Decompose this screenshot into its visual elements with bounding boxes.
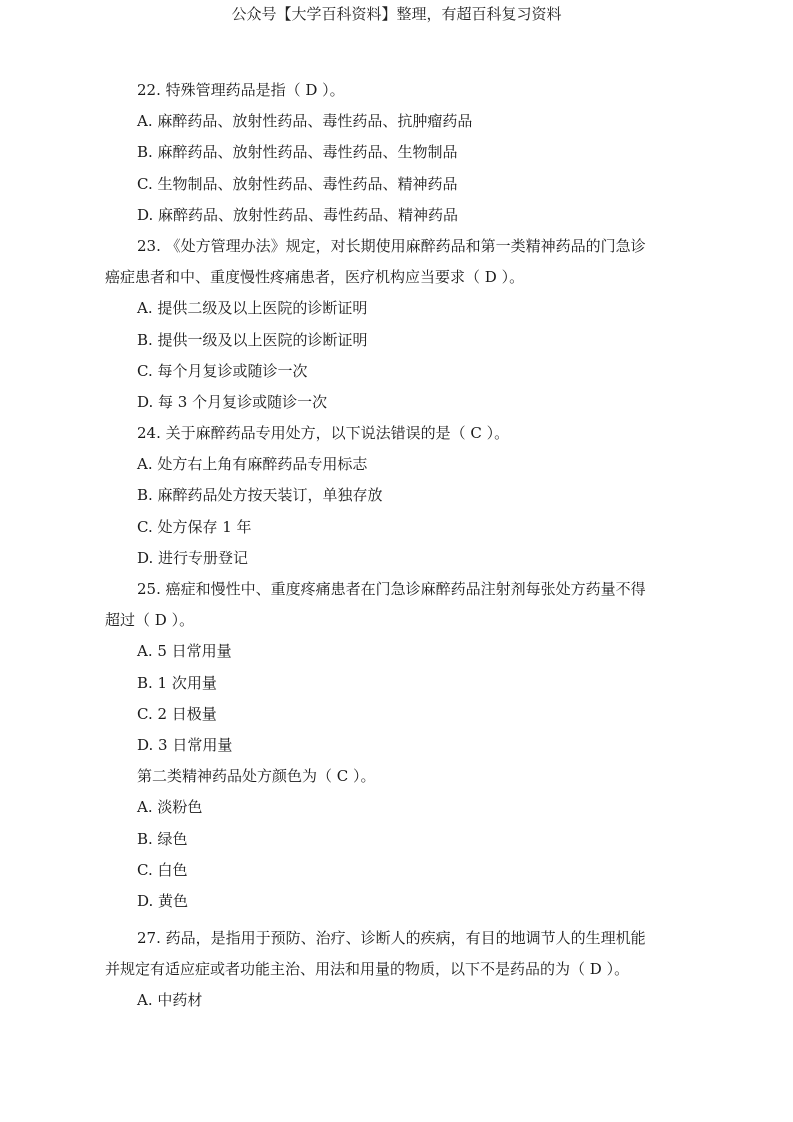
question-26-option-d: D. 黄色: [137, 891, 189, 910]
question-24: 24. 关于麻醉药品专用处方，以下说法错误的是（ C ）。: [137, 424, 510, 443]
question-27-continued: 并规定有适应症或者功能主治、用法和用量的物质，以下不是药品的为（ D ）。: [105, 960, 630, 979]
question-26: 第二类精神药品处方颜色为（ C ）。: [137, 767, 376, 786]
document-body: [105, 75, 685, 1017]
question-23-option-a: A. 提供二级及以上医院的诊断证明: [137, 299, 368, 318]
question-24-option-a: A. 处方右上角有麻醉药品专用标志: [137, 455, 368, 474]
question-23-continued: 癌症患者和中、重度慢性疼痛患者，医疗机构应当要求（ D ）。: [105, 268, 525, 287]
question-25-option-b: B. 1 次用量: [137, 673, 217, 692]
question-25-option-a: A. 5 日常用量: [137, 642, 232, 661]
question-27: 27. 药品，是指用于预防、治疗、诊断人的疾病，有目的地调节人的生理机能: [137, 929, 646, 948]
question-22-option-c: C. 生物制品、放射性药品、毒性药品、精神药品: [137, 174, 458, 193]
question-24-option-d: D. 进行专册登记: [137, 548, 249, 567]
question-22: 22. 特殊管理药品是指（ D ）。: [137, 81, 345, 99]
question-24-option-c: C. 处方保存 1 年: [137, 517, 252, 536]
question-26-option-a: A. 淡粉色: [137, 798, 203, 817]
question-27-option-a: A. 中药材: [137, 991, 203, 1010]
page-header: 公众号【大学百科资料】整理，有超百科复习资料: [231, 5, 562, 23]
question-25-option-d: D. 3 日常用量: [137, 735, 233, 754]
question-25: 25. 癌症和慢性中、重度疼痛患者在门急诊麻醉药品注射剂每张处方药量不得: [137, 580, 646, 598]
question-22-option-a: A. 麻醉药品、放射性药品、毒性药品、抗肿瘤药品: [137, 112, 473, 131]
question-23-option-c: C. 每个月复诊或随诊一次: [137, 361, 308, 380]
question-26-option-b: B. 绿色: [137, 829, 188, 848]
question-22-option-b: B. 麻醉药品、放射性药品、毒性药品、生物制品: [137, 143, 458, 162]
question-23-option-d: D. 每 3 个月复诊或随诊一次: [137, 392, 328, 411]
question-23-option-b: B. 提供一级及以上医院的诊断证明: [137, 330, 368, 349]
question-22-option-d: D. 麻醉药品、放射性药品、毒性药品、精神药品: [137, 205, 459, 224]
question-23: 23. 《处方管理办法》规定，对长期使用麻醉药品和第一类精神药品的门急诊: [137, 236, 646, 255]
question-26-option-c: C. 白色: [137, 860, 188, 879]
question-25-option-c: C. 2 日极量: [137, 704, 217, 723]
question-25-continued: 超过（ D ）。: [105, 611, 195, 630]
question-24-option-b: B. 麻醉药品处方按天装订，单独存放: [137, 486, 383, 505]
